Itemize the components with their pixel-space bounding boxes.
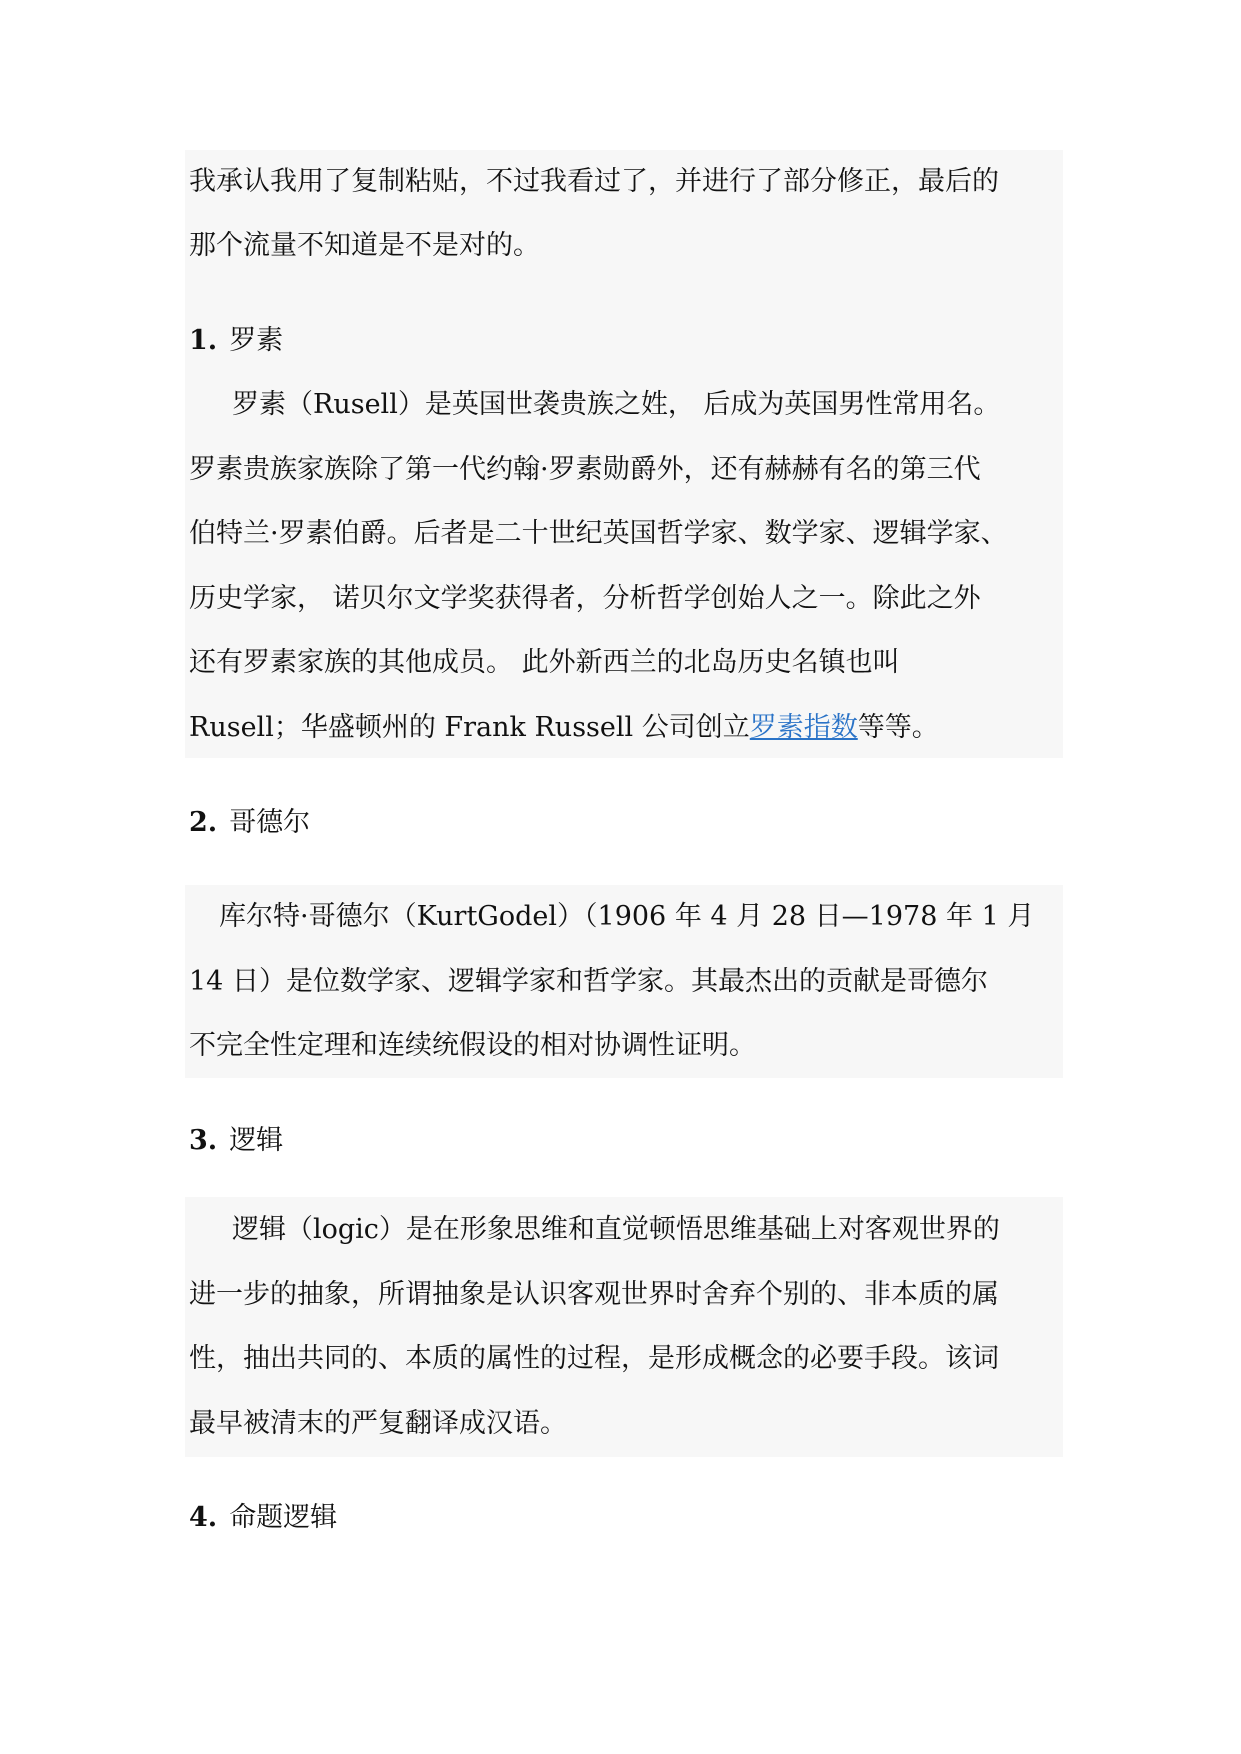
russell-line-5: 还有罗素家族的其他成员。 此外新西兰的北岛历史名镇也叫 (189, 647, 900, 678)
intro-line-1: 我承认我用了复制粘贴，不过我看过了，并进行了部分修正，最后的 (189, 166, 999, 197)
russell-index-link[interactable]: 罗素指数 (749, 712, 858, 743)
russell-line-4: 历史学家， 诺贝尔文学奖获得者，分析哲学创始人之一。除此之外 (189, 583, 981, 614)
section-number: 3. (189, 1125, 218, 1156)
russell-line-6 (189, 710, 939, 746)
logic-line-2: 进一步的抽象，所谓抽象是认识客观世界时舍弃个别的、非本质的属 (189, 1279, 999, 1310)
logic-line-1: 逻辑（logic）是在形象思维和直觉顿悟思维基础上对客观世界的 (232, 1214, 1000, 1245)
section-heading-logic (189, 1123, 283, 1159)
russell-line-1: 罗素（Rusell）是英国世袭贵族之姓， 后成为英国男性常用名。 (232, 389, 1001, 420)
section-number: 2. (189, 807, 218, 838)
section-number: 1. (189, 325, 218, 356)
russell-line-6-text: Rusell；华盛顿州的 Frank Russell 公司创立 (189, 712, 750, 743)
section-heading-russell (189, 323, 283, 359)
russell-line-3: 伯特兰·罗素伯爵。后者是二十世纪英国哲学家、数学家、逻辑学家、 (189, 518, 1008, 549)
logic-line-3: 性，抽出共同的、本质的属性的过程，是形成概念的必要手段。该词 (189, 1343, 999, 1374)
section-title: 命题逻辑 (229, 1502, 338, 1533)
russell-line-6-end: 等等。 (857, 712, 939, 743)
russell-line-2: 罗素贵族家族除了第一代约翰·罗素勋爵外，还有赫赫有名的第三代 (189, 454, 981, 485)
section-title: 罗素 (229, 325, 284, 356)
godel-line-2: 14 日）是位数学家、逻辑学家和哲学家。其最杰出的贡献是哥德尔 (189, 966, 988, 997)
section-heading-godel (189, 805, 310, 841)
section-heading-propositional-logic (189, 1500, 337, 1536)
godel-line-3: 不完全性定理和连续统假设的相对协调性证明。 (189, 1030, 756, 1061)
section-number: 4. (189, 1502, 218, 1533)
godel-line-1: 库尔特·哥德尔（KurtGodel）（1906 年 4 月 28 日—1978 年 1 月 (219, 901, 1035, 932)
logic-line-4: 最早被清末的严复翻译成汉语。 (189, 1408, 567, 1439)
intro-line-2: 那个流量不知道是不是对的。 (189, 230, 540, 261)
section-title: 哥德尔 (229, 807, 311, 838)
section-title: 逻辑 (229, 1125, 284, 1156)
